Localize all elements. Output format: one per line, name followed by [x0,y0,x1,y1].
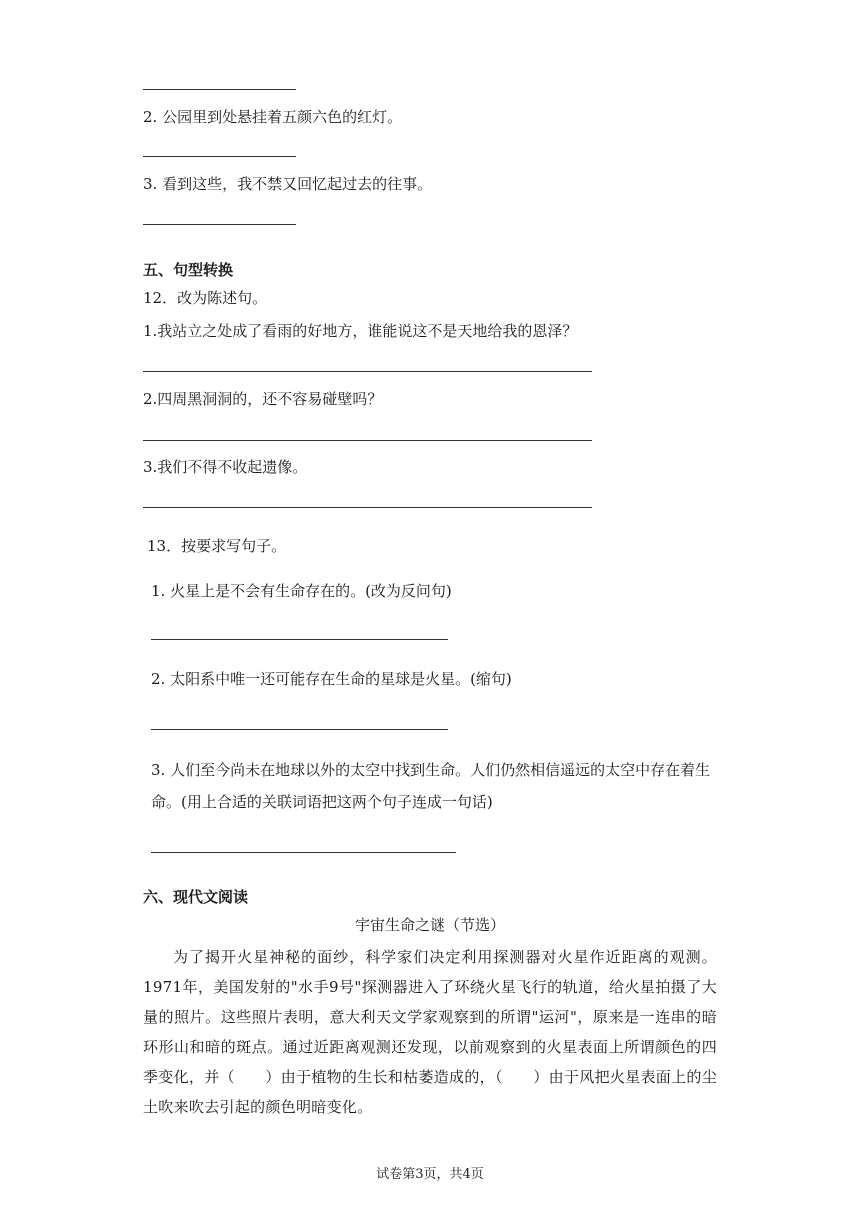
answer-line[interactable] [143,89,296,90]
question-12-prompt: 12．改为陈述句。 [143,289,268,307]
answer-line[interactable] [143,440,592,441]
sentence-3: 3. 看到这些，我不禁又回忆起过去的往事。 [143,175,433,193]
q13-item-3-line2: 命。(用上合适的关联词语把这两个句子连成一句话) [151,793,493,811]
q12-item-3: 3.我们不得不收起遗像。 [143,458,308,476]
passage-paragraph: 为了揭开火星神秘的面纱，科学家们决定利用探测器对火星作近距离的观测。1971年，美国发射的"水手9号"探测器进入了环绕火星飞行的轨道，给火星拍摄了大量的照片。这些照片表明，意大利天文学家观察到的所谓"运河"，原来是一连串的暗环形山和暗的斑点。通过近距离观测还发现，以前观察到的火星表面上所谓颜色的四季变化，并（ ）由于植物的生长和枯萎造成的，（ ）由于风把火星表面上的尘土吹来吹去引起的颜色明暗变化。 [143,948,717,1116]
q12-item-2: 2.四周黑洞洞的，还不容易碰壁吗？ [143,390,383,408]
section-heading-6: 六、现代文阅读 [143,888,249,906]
q13-item-3-line1: 3. 人们至今尚未在地球以外的太空中找到生命。人们仍然相信遥远的太空中存在着生 [151,761,711,779]
answer-line[interactable] [151,729,448,730]
passage-title: 宇宙生命之谜（节选） [354,916,505,934]
sentence-2: 2. 公园里到处悬挂着五颜六色的红灯。 [143,108,403,126]
section-heading-5: 五、句型转换 [143,261,234,279]
answer-line[interactable] [151,639,448,640]
answer-line[interactable] [143,371,592,372]
question-13-prompt: 13．按要求写句子。 [147,537,287,555]
reading-passage [143,942,717,1122]
answer-line[interactable] [151,852,456,853]
page-footer: 试卷第3页，共4页 [376,1167,484,1182]
q13-item-1: 1. 火星上是不会有生命存在的。(改为反问句) [151,582,452,600]
answer-line[interactable] [143,224,296,225]
answer-line[interactable] [143,156,296,157]
answer-line[interactable] [143,507,592,508]
q13-item-2: 2. 太阳系中唯一还可能存在生命的星球是火星。(缩句) [151,670,512,688]
q12-item-1: 1.我站立之处成了看雨的好地方，谁能说这不是天地给我的恩泽？ [143,322,578,340]
